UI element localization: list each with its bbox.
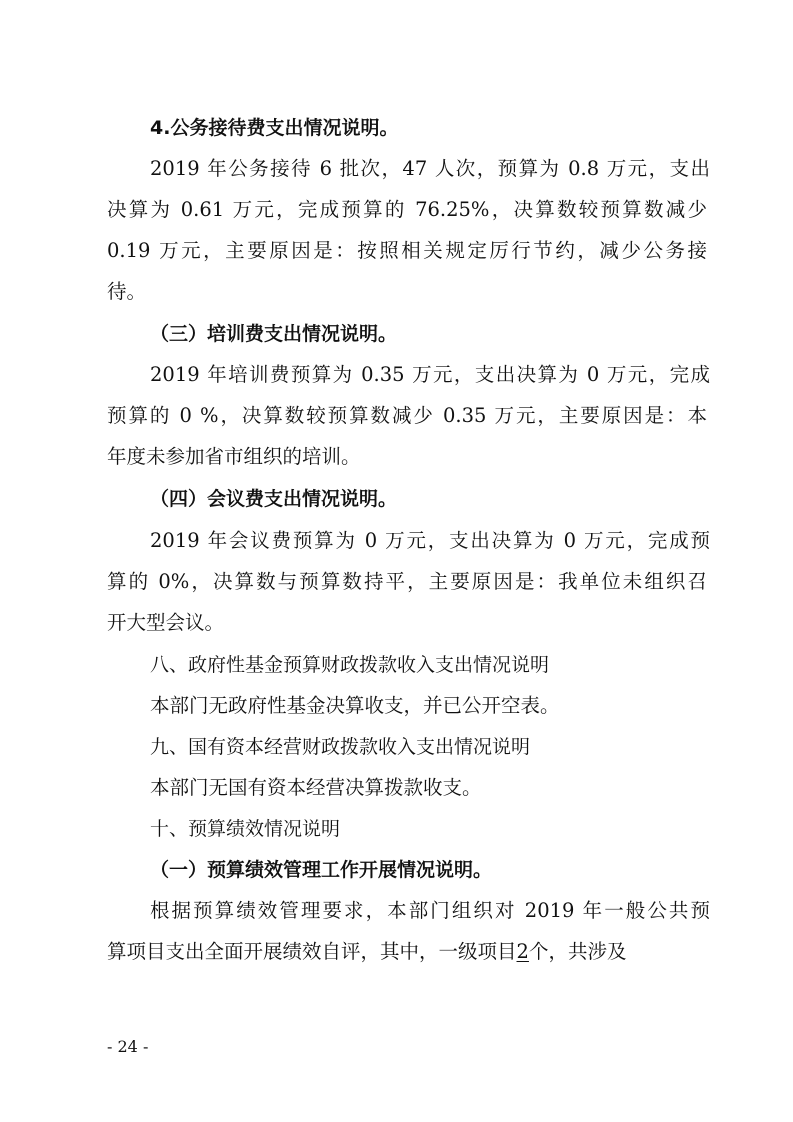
paragraph-line: 本部门无国有资本经营决算拨款收支。 [150,776,482,799]
heading-budget-performance: 十、预算绩效情况说明 [150,818,341,840]
paragraph-line: 根据预算绩效管理要求，本部门组织对 2019 年一般公共预 [150,899,710,922]
section-title-performance-management: （一）预算绩效管理工作开展情况说明。 [150,859,493,881]
heading-state-capital: 九、国有资本经营财政拨款收入支出情况说明 [150,736,531,758]
paragraph-line: 2019 年培训费预算为 0.35 万元，支出决算为 0 万元，完成 [150,363,710,386]
text-segment: 个，共涉及 [528,940,627,963]
paragraph-line: 年度未参加省市组织的培训。 [107,445,361,468]
paragraph-line: 预算的 0 %，决算数较预算数减少 0.35 万元，主要原因是：本 [107,404,707,427]
paragraph-line: 待。 [107,280,147,303]
paragraph-line: 算的 0%，决算数与预算数持平，主要原因是：我单位未组织召 [107,570,707,593]
paragraph-line: 本部门无政府性基金决算收支，并已公开空表。 [150,694,560,717]
paragraph-line: 决算为 0.61 万元，完成预算的 76.25%，决算数较预算数减少 [107,198,707,221]
text-segment: 算项目支出全面开展绩效自评，其中，一级项目 [107,940,517,963]
heading-government-fund: 八、政府性基金预算财政拨款收入支出情况说明 [150,654,550,676]
paragraph-line: 2019 年公务接待 6 批次，47 人次，预算为 0.8 万元，支出 [150,157,710,180]
section-title-training: （三）培训费支出情况说明。 [150,323,398,345]
page-number: - 24 - [107,1037,149,1056]
section-title-reception: 4.公务接待费支出情况说明。 [150,117,399,139]
paragraph-line: 开大型会议。 [107,611,225,634]
paragraph-line [107,938,707,966]
paragraph-line: 2019 年会议费预算为 0 万元，支出决算为 0 万元，完成预 [150,529,710,552]
underlined-count: 2 [516,940,529,963]
section-title-meeting: （四）会议费支出情况说明。 [150,488,398,510]
paragraph-line: 0.19 万元，主要原因是：按照相关规定厉行节约，减少公务接 [107,239,707,262]
